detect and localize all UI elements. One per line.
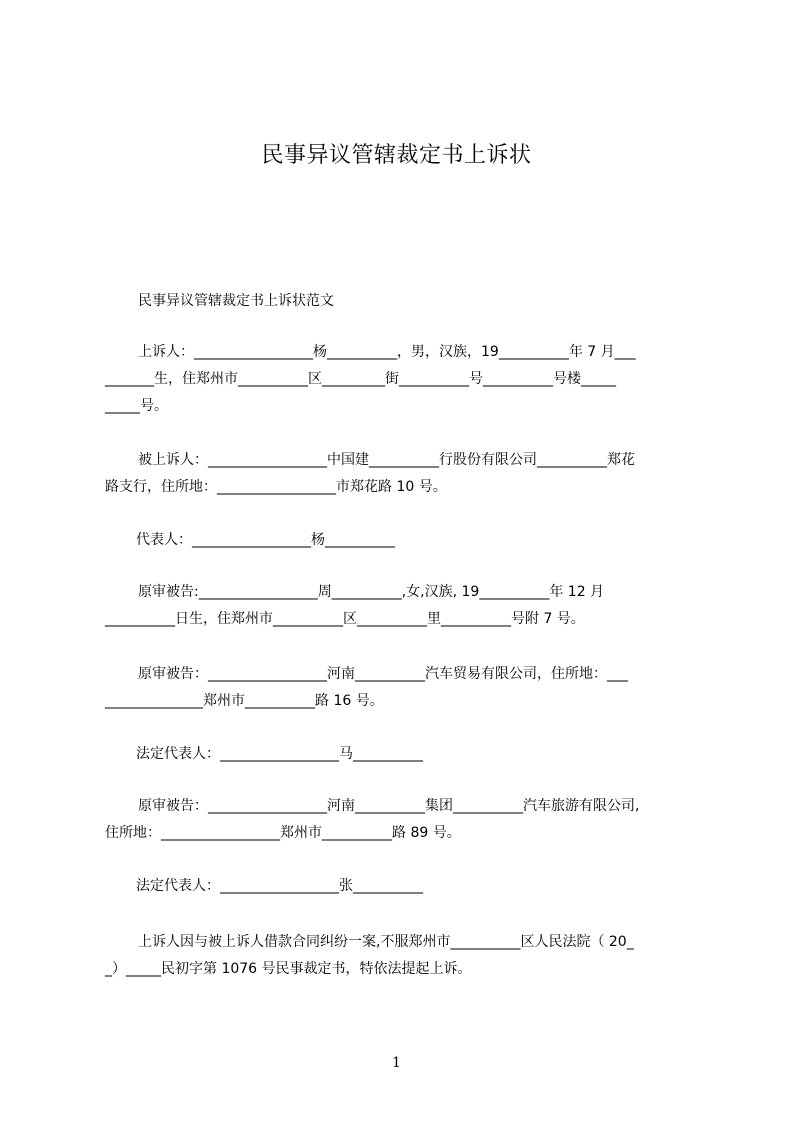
representative-paragraph (105, 527, 705, 554)
text-line: 原审被告：_________________河南__________汽车贸易有限公司，住所地：___ (138, 666, 628, 682)
page-number: 1 (392, 1055, 401, 1071)
statement-paragraph (105, 929, 705, 983)
text-line: ______________郑州市__________路 16 号。 (105, 693, 384, 709)
text-line: 被上诉人：_________________中国建__________行股份有限公司__________郑花 (138, 452, 635, 468)
text-line: 上诉人：_________________杨__________，男，汉族，19__________年 7 月___ (138, 344, 636, 360)
legal-rep-1-paragraph (105, 741, 705, 768)
document-title: 民事异议管辖裁定书上诉状 (261, 143, 532, 168)
defendant-3-paragraph (105, 793, 705, 847)
text-line: _______生，住郑州市__________区_________街__________号__________号楼_____ (105, 371, 616, 387)
defendant-2-paragraph (105, 661, 705, 715)
text-line: 上诉人因与被上诉人借款合同纠纷一案,不服郑州市__________区人民法院（ 20_ (138, 934, 634, 950)
text-line: 原审被告：_________________河南__________集团__________汽车旅游有限公司, (138, 798, 640, 814)
text-line: 原审被告:_________________周__________,女,汉族, 19__________年 12 月 (138, 584, 605, 600)
text-line: 民事异议管辖裁定书上诉状范文 (138, 293, 334, 309)
appellee-paragraph (105, 447, 705, 501)
text-line: _）_____民初字第 1076 号民事裁定书，特依法提起上诉。 (105, 961, 472, 977)
text-line: 路支行，住所地：_________________市郑花路 10 号。 (105, 479, 447, 495)
text-line: 法定代表人：_________________张__________ (136, 878, 423, 894)
defendant-1-paragraph (105, 579, 705, 633)
legal-rep-2-paragraph (105, 873, 705, 900)
text-line: 代表人：_________________杨__________ (136, 532, 395, 548)
text-line: 法定代表人：_________________马__________ (136, 746, 423, 762)
appellant-paragraph (105, 339, 705, 420)
text-line: 住所地：_________________郑州市__________路 89 号。 (105, 825, 461, 841)
subtitle-paragraph (105, 288, 705, 315)
text-line: __________日生，住郑州市__________区__________里__________号附 7 号。 (105, 611, 585, 627)
text-line: _____号。 (105, 398, 168, 414)
